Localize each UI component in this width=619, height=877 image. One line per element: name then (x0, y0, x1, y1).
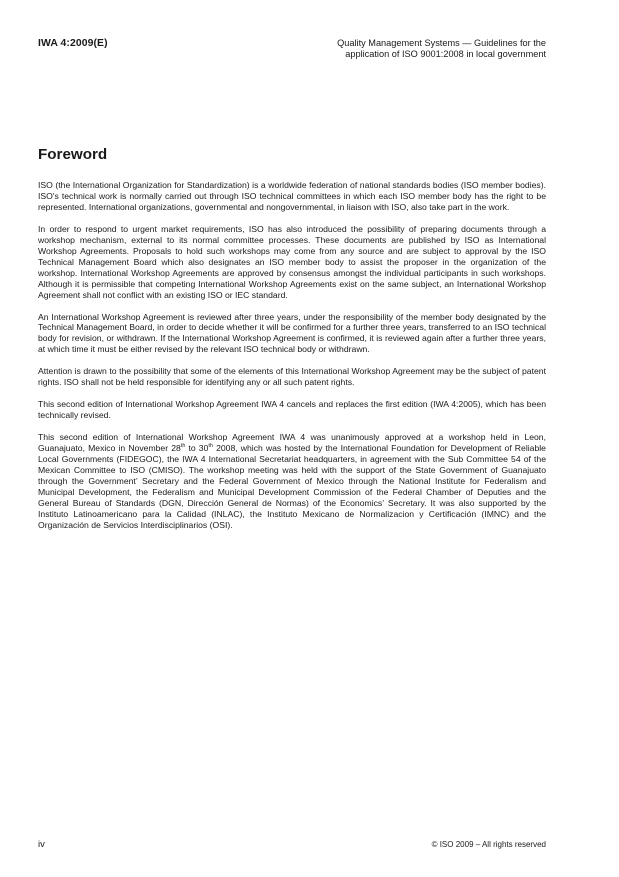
document-title (286, 38, 546, 60)
copyright-notice: © ISO 2009 – All rights reserved (431, 840, 546, 849)
foreword-body (38, 180, 546, 542)
document-title-line-1: Quality Management Systems — Guidelines for the (337, 38, 546, 48)
document-id: IWA 4:2009(E) (38, 38, 108, 49)
ordinal-suffix: th (208, 443, 213, 450)
paragraph-6-part-3: 2008, which was hosted by the International Foundation for Development of Reliable Local Governments (FIDEGOC), the IWA 4 International Secretariat headquarters, in agreement with the Sub Committee 54 of the Mexican Committee to ISO (CMISO). The workshop meeting was held with the support of the State Government of Guanajuato through the Government’ Secretary and the Federal Government of Mexico through the National Institute for Federalism and Municipal Development, the Federalism and Municipal Development Commission of the Federal Chamber of Deputies and the General Bureau of Standards (DGN, Dirección General de Normas) of the Economics’ Secretary. It was also supported by the Instituto Latinoamericano para la Calidad (INLAC), the Instituto Mexicano de Normalizacion y Certificación (IMNC) and the Organización de Servicios Interdisciplinarios (OSI). (38, 443, 546, 530)
paragraph-5: This second edition of International Workshop Agreement IWA 4 cancels and replaces the first edition (IWA 4:2005), which has been technically revised. (38, 399, 546, 421)
paragraph-2: In order to respond to urgent market requirements, ISO has also introduced the possibility of preparing documents through a workshop mechanism, external to its normal committee processes. These documents are published by ISO as International Workshop Agreements. Proposals to hold such workshops may come from any source and are subject to approval by the ISO Technical Management Board which also designates an ISO member body to assist the proposer in the organization of the workshop. International Workshop Agreements are approved by consensus amongst the individual participants in such workshops. Although it is permissible that competing International Workshop Agreements exist on the same subject, an International Workshop Agreement shall not conflict with an existing ISO or IEC standard. (38, 223, 546, 300)
paragraph-3: An International Workshop Agreement is reviewed after three years, under the responsibility of the member body designated by the Technical Management Board, in order to decide whether it will be confirmed for a further three years, transferred to an ISO technical body for revision, or withdrawn. If the International Workshop Agreement is confirmed, it is reviewed again after a further three years, at which time it must be either revised by the relevant ISO technical body or withdrawn. (38, 311, 546, 355)
paragraph-6-part-1: This second edition of International Workshop Agreement IWA 4 was unanimously approved at a workshop held in Leon, Guanajuato, Mexico in November 28 (38, 432, 546, 454)
paragraph-6-part-2: to 30 (185, 443, 209, 454)
section-title: Foreword (38, 146, 108, 163)
page-number: iv (38, 839, 45, 850)
ordinal-suffix: th (180, 443, 186, 450)
paragraph-4: Attention is drawn to the possibility that some of the elements of this International Workshop Agreement may be the subject of patent rights. ISO shall not be held responsible for identifying any or all such patent rights. (38, 366, 546, 388)
document-title-line-2: application of ISO 9001:2008 in local government (345, 49, 546, 59)
paragraph-1: ISO (the International Organization for Standardization) is a worldwide federation of national standards bodies (ISO member bodies). ISO's technical work is normally carried out through ISO technical committees in which each ISO member body has the right to be represented. International organizations, governmental and nongovernmental, in liaison with ISO, also take part in the work. (38, 180, 546, 212)
paragraph-6 (38, 432, 546, 531)
